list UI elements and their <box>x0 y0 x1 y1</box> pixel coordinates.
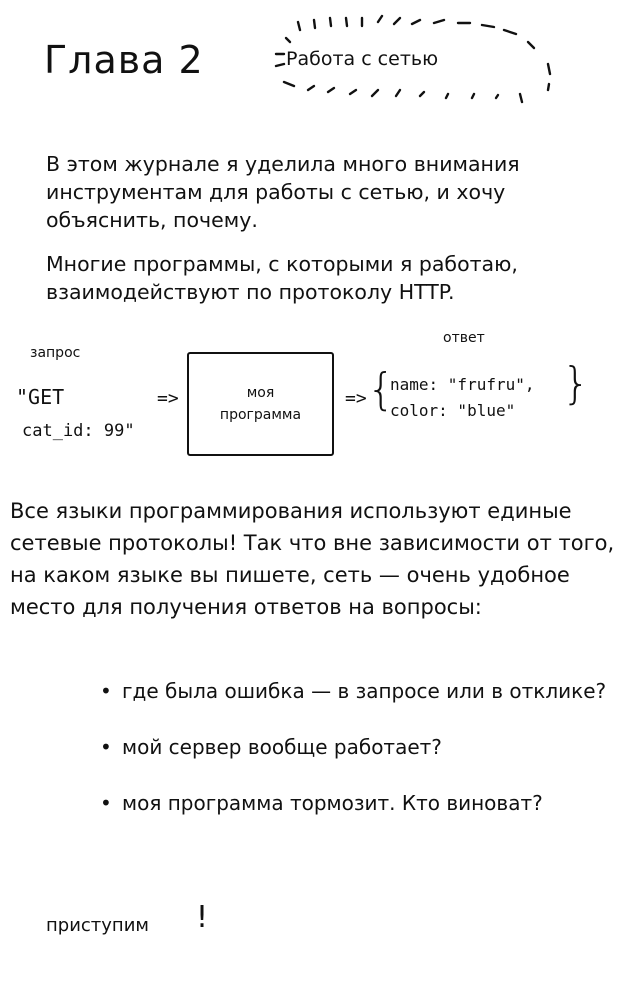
list-item <box>100 788 610 818</box>
list-item <box>100 676 610 706</box>
footer-text: приступим <box>46 915 149 936</box>
bullet-icon: • <box>100 791 112 815</box>
question-text: мой сервер вообще работает? <box>122 735 442 759</box>
response-body <box>390 372 535 424</box>
bullet-icon: • <box>100 735 112 759</box>
request-body <box>16 380 135 448</box>
question-text: моя программа тормозит. Кто виноват? <box>122 791 543 815</box>
response-line-1: name: "frufru", <box>390 375 535 394</box>
response-line-2: color: "blue" <box>390 401 516 420</box>
intro-paragraph: В этом журнале я уделила много внимания инструментам для работы с сетью, и хочу объяснить, почему. <box>46 152 520 232</box>
arrow-from-program: => <box>345 388 367 409</box>
program-box <box>187 352 334 456</box>
request-line-2: cat_id: 99" <box>22 421 135 441</box>
http-paragraph: Многие программы, с которыми я работаю, взаимодействуют по протоколу HTTP. <box>46 252 518 304</box>
chapter-subtitle: Работа с сетью <box>286 48 439 70</box>
languages-paragraph: Все языки программирования используют единые сетевые протоколы! Так что вне зависимости от того, на каком языке вы пишете, сеть — очень удобное место для получения ответов на вопросы: <box>10 499 615 619</box>
list-item <box>100 732 610 762</box>
program-line-1: моя <box>246 385 275 401</box>
arrow-to-program: => <box>157 388 179 409</box>
program-line-2: программа <box>219 407 302 423</box>
bullet-icon: • <box>100 679 112 703</box>
question-list <box>100 676 610 844</box>
chapter-title: Глава 2 <box>44 38 204 82</box>
request-line-1: "GET <box>16 385 65 409</box>
close-brace: } <box>562 358 590 409</box>
response-label: ответ <box>443 330 485 346</box>
question-text: где была ошибка — в запросе или в отклике? <box>122 679 607 703</box>
exclamation-mark: ! <box>196 900 209 935</box>
request-label: запрос <box>30 345 81 361</box>
open-brace: { <box>367 364 395 415</box>
